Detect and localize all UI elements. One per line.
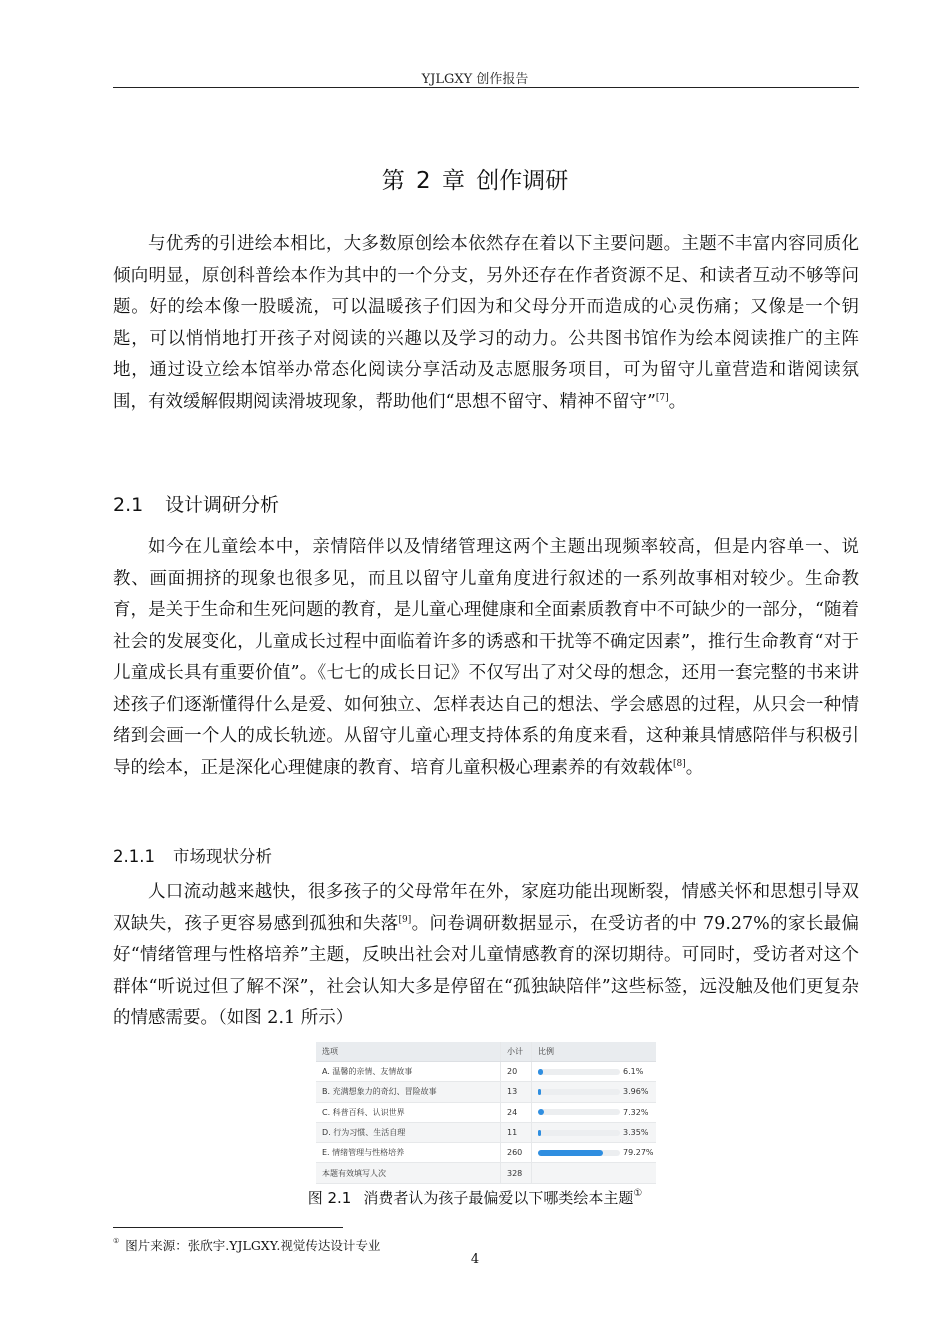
option-label: B. 充满想象力的奇幻、冒险故事 <box>316 1082 501 1102</box>
table-row <box>316 1082 656 1102</box>
ratio-bar-track <box>538 1089 620 1095</box>
citation-9[interactable]: [9] <box>398 914 412 925</box>
option-count: 13 <box>501 1082 532 1102</box>
table-row <box>316 1062 656 1082</box>
ratio-bar-fill <box>538 1069 543 1075</box>
option-label: C. 科普百科、认识世界 <box>316 1102 501 1122</box>
footnote-marker[interactable]: ① <box>633 1188 643 1199</box>
figure-caption-text: 消费者认为孩子最偏爱以下哪类绘本主题 <box>363 1189 634 1207</box>
ratio-label: 3.35% <box>623 1128 649 1138</box>
section-heading-2-1 <box>113 490 279 517</box>
table-row <box>316 1102 656 1122</box>
section-2-1-1-paragraph <box>113 877 859 1035</box>
table-total-row <box>316 1163 656 1183</box>
footnote-text: 图片来源：张欣宇.YJLGXY.视觉传达设计专业 <box>125 1238 381 1253</box>
ratio-bar-fill <box>538 1089 541 1095</box>
ratio-label: 6.1% <box>623 1067 644 1077</box>
figure-caption <box>0 1187 950 1208</box>
option-ratio <box>532 1143 657 1163</box>
ratio-label: 3.96% <box>623 1087 649 1097</box>
total-label: 本题有效填写人次 <box>316 1163 501 1183</box>
header-count: 小计 <box>501 1042 532 1062</box>
ratio-bar-track <box>538 1150 620 1156</box>
option-label: E. 情绪管理与性格培养 <box>316 1143 501 1163</box>
total-count: 328 <box>501 1163 532 1183</box>
footnote-mark: ① <box>113 1237 120 1245</box>
section-2-1-end: 。 <box>685 757 704 778</box>
footnote-divider <box>113 1227 343 1228</box>
ratio-bar-track <box>538 1130 620 1136</box>
citation-7[interactable]: [7] <box>655 392 669 403</box>
section-2-1-1-text-b: 。问卷调研数据显示，在受访者的中 79.27%的家长最偏好“情绪管理与性格培养”主题，反映出社会对儿童情感教育的深切期待。可同时，受访者对这个群体“听说过但了解不深”，社会认知大多是停留在“孤独缺陪伴”这些标签，远没触及他们更复杂的情感需要。（如图 2.1 所示） <box>113 913 860 1028</box>
option-ratio <box>532 1062 657 1082</box>
ratio-bar-fill <box>538 1150 603 1156</box>
header-option: 选项 <box>316 1042 501 1062</box>
table-header-row <box>316 1042 656 1062</box>
option-count: 260 <box>501 1143 532 1163</box>
section-2-1-text: 如今在儿童绘本中，亲情陪伴以及情绪管理这两个主题出现频率较高，但是内容单一、说教、画面拥挤的现象也很多见，而且以留守儿童角度进行叙述的一系列故事相对较少。生命教育，是关于生命和生死问题的教育，是儿童心理健康和全面素质教育中不可缺少的一部分，“随着社会的发展变化，儿童成长过程中面临着许多的诱惑和干扰等不确定因素”，推行生命教育“对于儿童成长具有重要价值”。《七七的成长日记》不仅写出了对父母的想念，还用一套完整的书来讲述孩子们逐渐懂得什么是爱、如何独立、怎样表达自己的想法、学会感恩的过程，从只会一种情绪到会画一个人的成长轨迹。从留守儿童心理支持体系的角度来看，这种兼具情感陪伴与积极引导的绘本，正是深化心理健康的教育、培育儿童积极心理素养的有效载体 <box>113 537 859 778</box>
figure-number: 图 2.1 <box>307 1189 352 1207</box>
section-2-1-paragraph <box>113 532 859 784</box>
section-2-1-1-text-a: 人口流动越来越快，很多孩子的父母常年在外，家庭功能出现断裂，情感关怀和思想引导双双缺失，孩子更容易感到孤独和失落 <box>113 882 859 934</box>
ratio-label: 79.27% <box>623 1148 654 1158</box>
chapter-title: 第 2 章 创作调研 <box>381 168 569 194</box>
table-row <box>316 1122 656 1142</box>
intro-end: 。 <box>668 391 687 412</box>
header-ratio: 比例 <box>532 1042 657 1062</box>
ratio-bar-fill <box>538 1109 544 1115</box>
subsection-title: 市场现状分析 <box>173 847 272 866</box>
option-label: D. 行为习惯、生活自理 <box>316 1122 501 1142</box>
intro-text: 与优秀的引进绘本相比，大多数原创绘本依然存在着以下主要问题。主题不丰富内容同质化倾向明显，原创科普绘本作为其中的一个分支，另外还存在作者资源不足、和读者互动不够等问题。好的绘本像一股暖流，可以温暖孩子们因为和父母分开而造成的心灵伤痛；又像是一个钥匙，可以悄悄地打开孩子对阅读的兴趣以及学习的动力。公共图书馆作为绘本阅读推广的主阵地，通过设立绘本馆举办常态化阅读分享活动及志愿服务项目，可为留守儿童营造和谐阅读氛围，有效缓解假期阅读滑坡现象，帮助他们“思想不留守、精神不留守” <box>113 234 859 412</box>
page-header: YJLGXY 创作报告 <box>421 72 529 87</box>
option-label: A. 温馨的亲情、友情故事 <box>316 1062 501 1082</box>
option-ratio <box>532 1082 657 1102</box>
ratio-bar-track <box>538 1069 620 1075</box>
ratio-bar-track <box>538 1109 620 1115</box>
intro-paragraph <box>113 229 859 418</box>
subsection-number: 2.1.1 <box>113 847 155 866</box>
header-divider <box>113 87 859 88</box>
section-heading-2-1-1 <box>113 843 272 867</box>
option-count: 20 <box>501 1062 532 1082</box>
option-count: 11 <box>501 1122 532 1142</box>
option-ratio <box>532 1102 657 1122</box>
section-title: 设计调研分析 <box>165 494 280 516</box>
option-ratio <box>532 1122 657 1142</box>
section-number: 2.1 <box>113 494 144 516</box>
total-ratio-empty <box>532 1163 657 1183</box>
page-number: 4 <box>470 1252 480 1267</box>
ratio-bar-fill <box>538 1130 541 1136</box>
option-count: 24 <box>501 1102 532 1122</box>
ratio-label: 7.32% <box>623 1107 649 1117</box>
survey-result-table <box>316 1042 656 1184</box>
table-row <box>316 1143 656 1163</box>
citation-8[interactable]: [8] <box>673 758 686 769</box>
